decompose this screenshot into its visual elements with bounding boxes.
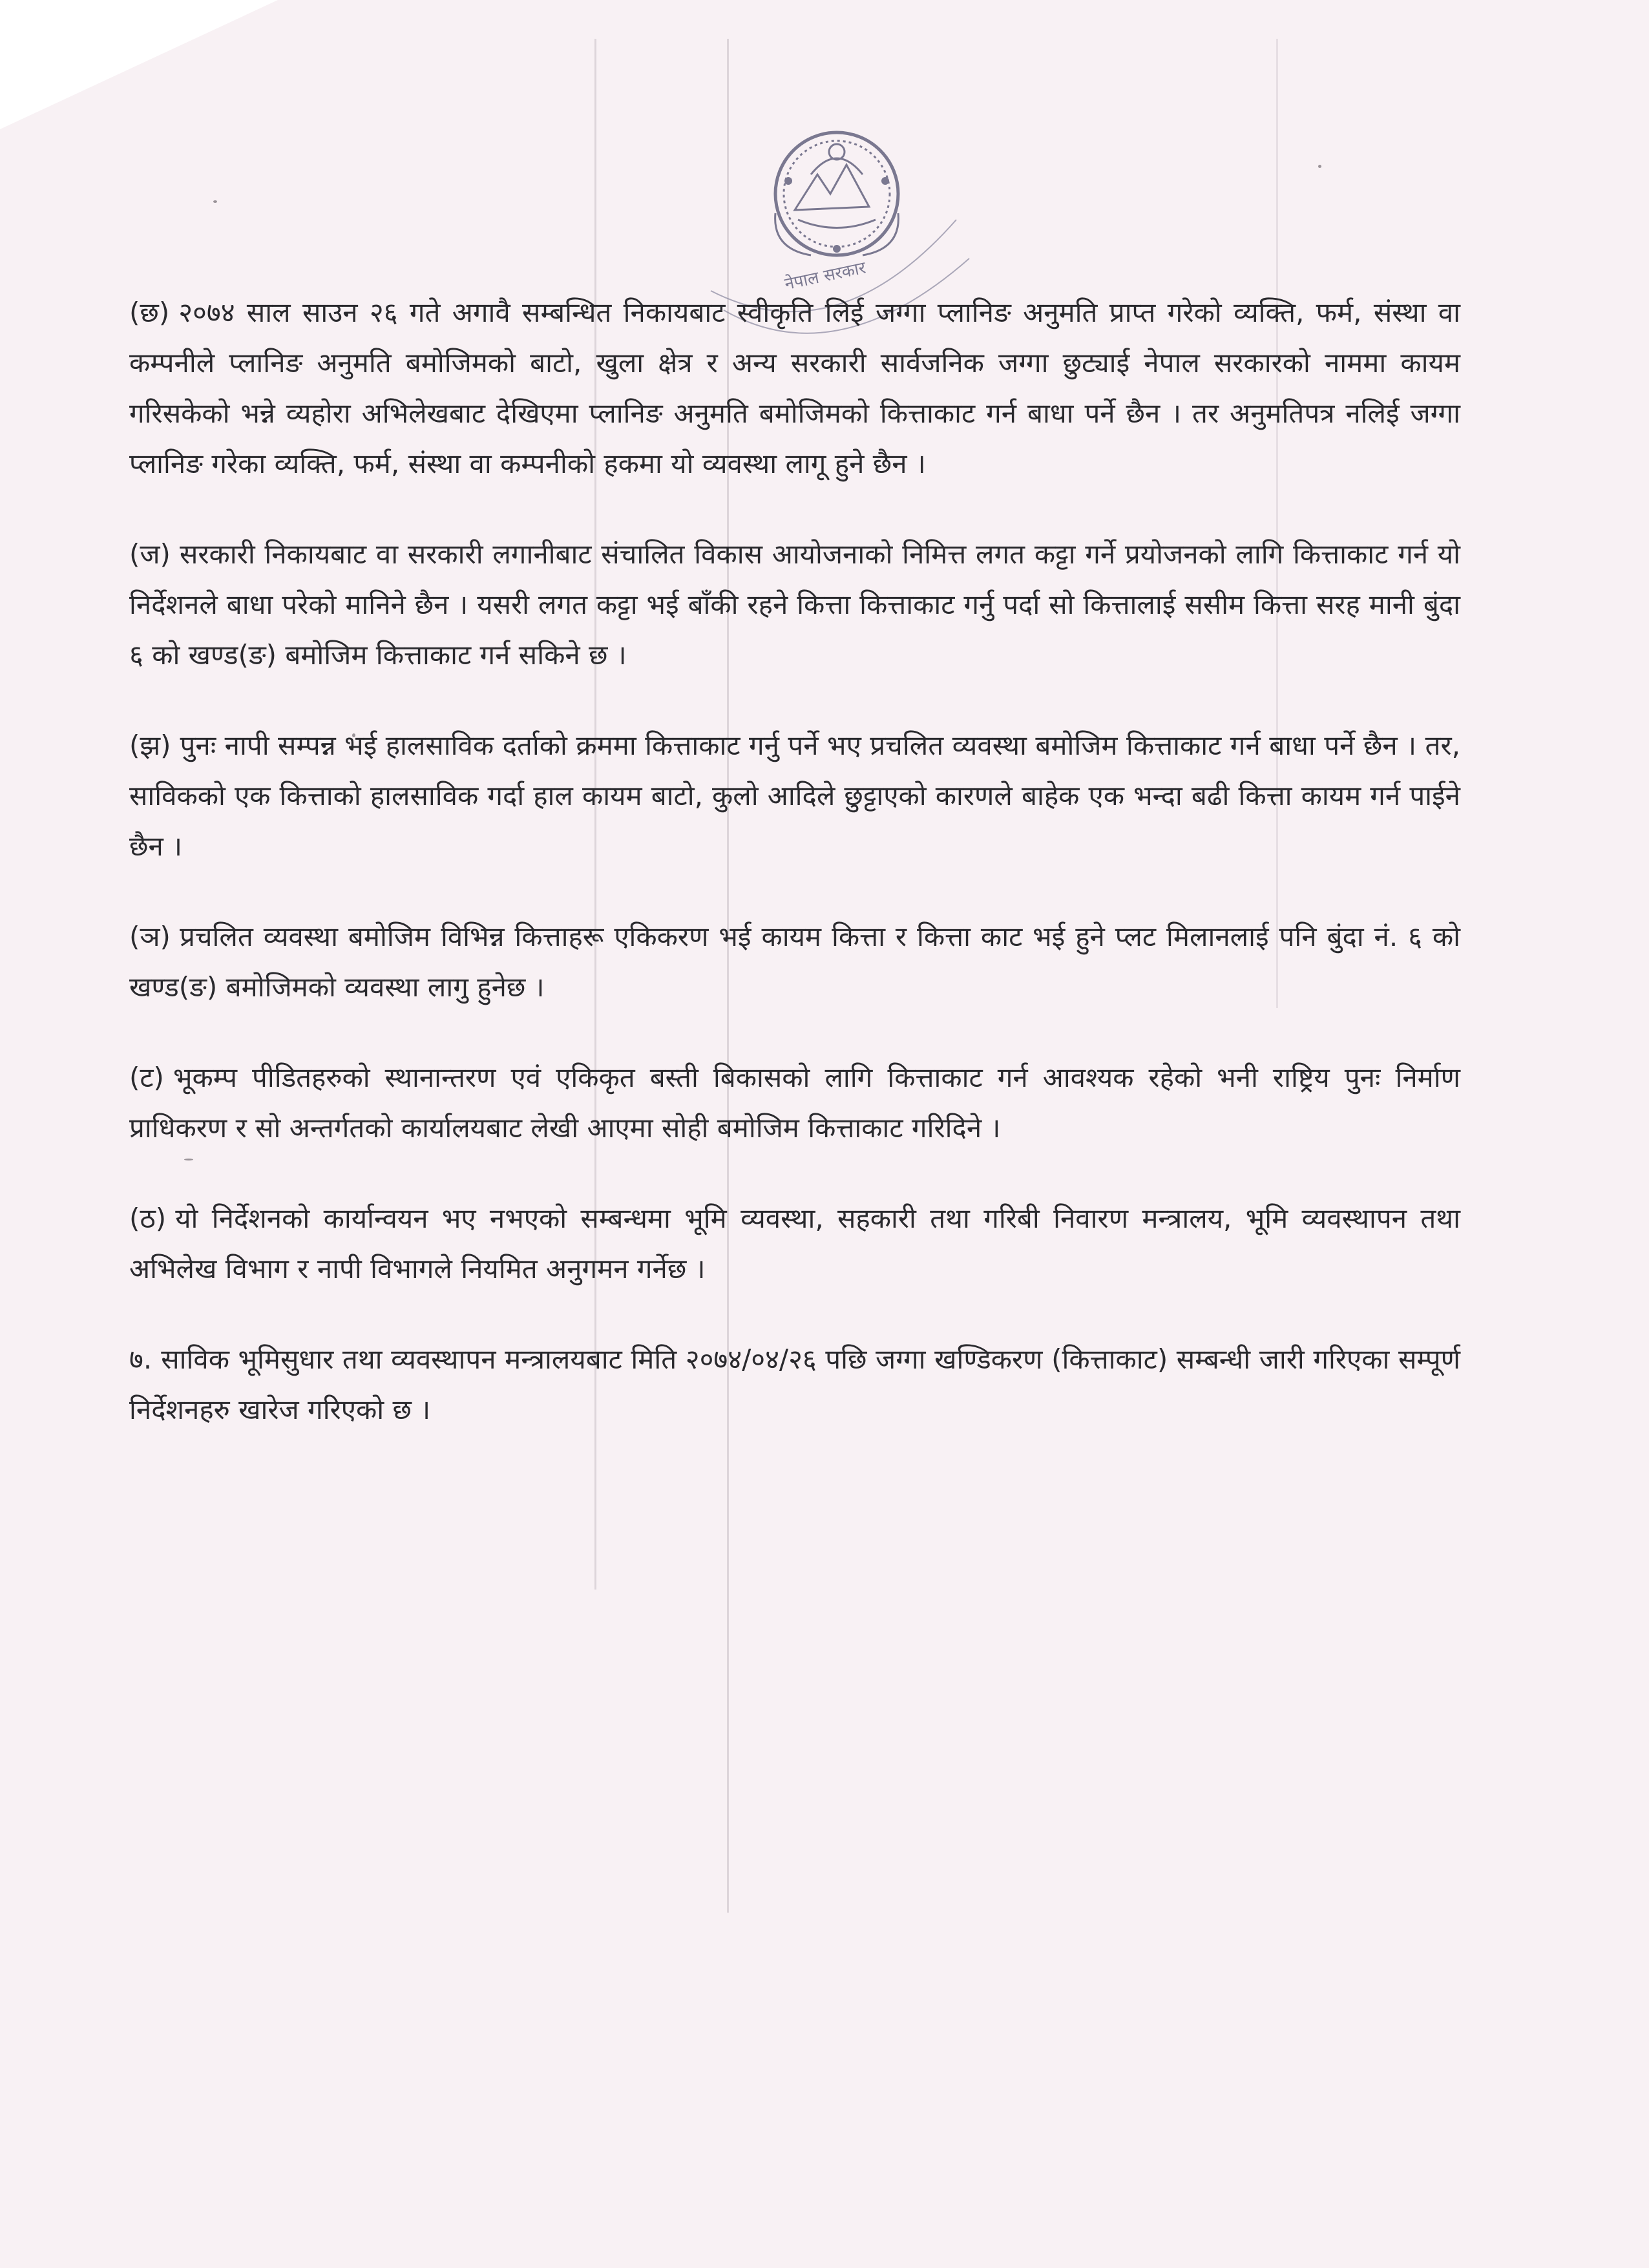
document-body [129, 288, 1460, 1475]
clause-jha [129, 720, 1460, 872]
section-text: साविक भूमिसुधार तथा व्यवस्थापन मन्त्रालयबाट मिति २०७४/०४/२६ पछि जग्गा खण्डिकरण (कित्ताकाट) सम्बन्धी जारी गरिएका सम्पूर्ण निर्देशनहरु खारेज गरिएको छ । [129, 1343, 1460, 1425]
clause-ta [129, 1053, 1460, 1153]
seal-ring-text: नेपाल सरकार [782, 258, 868, 295]
clause-tha [129, 1193, 1460, 1294]
section-number: ७. [129, 1343, 152, 1375]
scan-speck [1318, 165, 1321, 168]
clause-text: २०७४ साल साउन २६ गते अगावै सम्बन्धित निकायबाट स्वीकृति लिई जग्गा प्लानिङ अनुमति प्राप्त गरेको व्यक्ति, फर्म, संस्था वा कम्पनीले प्लानिङ अनुमति बमोजिमको बाटो, खुला क्षेत्र र अन्य सरकारी सार्वजनिक जग्गा छुट्याई नेपाल सरकारको नाममा कायम गरिसकेको भन्ने व्यहोरा अभिलेखबाट देखिएमा प्लानिङ अनुमति बमोजिमको कित्ताकाट गर्न बाधा पर्ने छैन । तर अनुमतिपत्र नलिई जग्गा प्लानिङ गरेका व्यक्ति, फर्म, संस्था वा कम्पनीको हकमा यो व्यवस्था लागू हुने छैन । [129, 297, 1460, 479]
page-corner-cut [0, 0, 278, 129]
section-7 [129, 1334, 1460, 1435]
clause-ja [129, 529, 1460, 680]
clause-marker: (ठ) [129, 1202, 167, 1234]
scan-speck [213, 200, 217, 203]
clause-text: प्रचलित व्यवस्था बमोजिम विभिन्न कित्ताहरू एकिकरण भई कायम कित्ता र कित्ता काट भई हुने प्लट मिलानलाई पनि बुंदा नं. ६ को खण्ड(ङ) बमोजिमको व्यवस्था लागु हुनेछ । [129, 921, 1460, 1003]
clause-marker: (छ) [129, 297, 170, 328]
clause-marker: (ज) [129, 538, 171, 570]
clause-chha [129, 288, 1460, 489]
clause-text: भूकम्प पीडितहरुको स्थानान्तरण एवं एकिकृत बस्ती बिकासको लागि कित्ताकाट गर्न आवश्यक रहेको भनी राष्ट्रिय पुनः निर्माण प्राधिकरण र सो अन्तर्गतको कार्यालयबाट लेखी आएमा सोही बमोजिम कित्ताकाट गरिदिने । [129, 1062, 1460, 1144]
clause-text: सरकारी निकायबाट वा सरकारी लगानीबाट संचालित विकास आयोजनाको निमित्त लगत कट्टा गर्ने प्रयोजनको लागि कित्ताकाट गर्न यो निर्देशनले बाधा परेको मानिने छैन । यसरी लगत कट्टा भई बाँकी रहने कित्ता कित्ताकाट गर्नु पर्दा सो कित्तालाई ससीम कित्ता सरह मानी बुंदा ६ को खण्ड(ङ) बमोजिम कित्ताकाट गर्न सकिने छ । [129, 538, 1460, 671]
clause-marker: (ञ) [129, 921, 171, 952]
clause-marker: (ट) [129, 1062, 164, 1093]
clause-text: पुनः नापी सम्पन्न भई हालसाविक दर्ताको क्रममा कित्ताकाट गर्नु पर्ने भए प्रचलित व्यवस्था बमोजिम कित्ताकाट गर्न बाधा पर्ने छैन । तर, साविकको एक कित्ताको हालसाविक गर्दा हाल कायम बाटो, कुलो आदिले छुट्टाएको कारणले बाहेक एक भन्दा बढी कित्ता कायम गर्न पाईने छैन । [129, 730, 1460, 862]
clause-text: यो निर्देशनको कार्यान्वयन भए नभएको सम्बन्धमा भूमि व्यवस्था, सहकारी तथा गरिबी निवारण मन्त्रालय, भूमि व्यवस्थापन तथा अभिलेख विभाग र नापी विभागले नियमित अनुगमन गर्नेछ । [129, 1202, 1460, 1285]
clause-marker: (झ) [129, 730, 171, 761]
clause-nya [129, 912, 1460, 1013]
